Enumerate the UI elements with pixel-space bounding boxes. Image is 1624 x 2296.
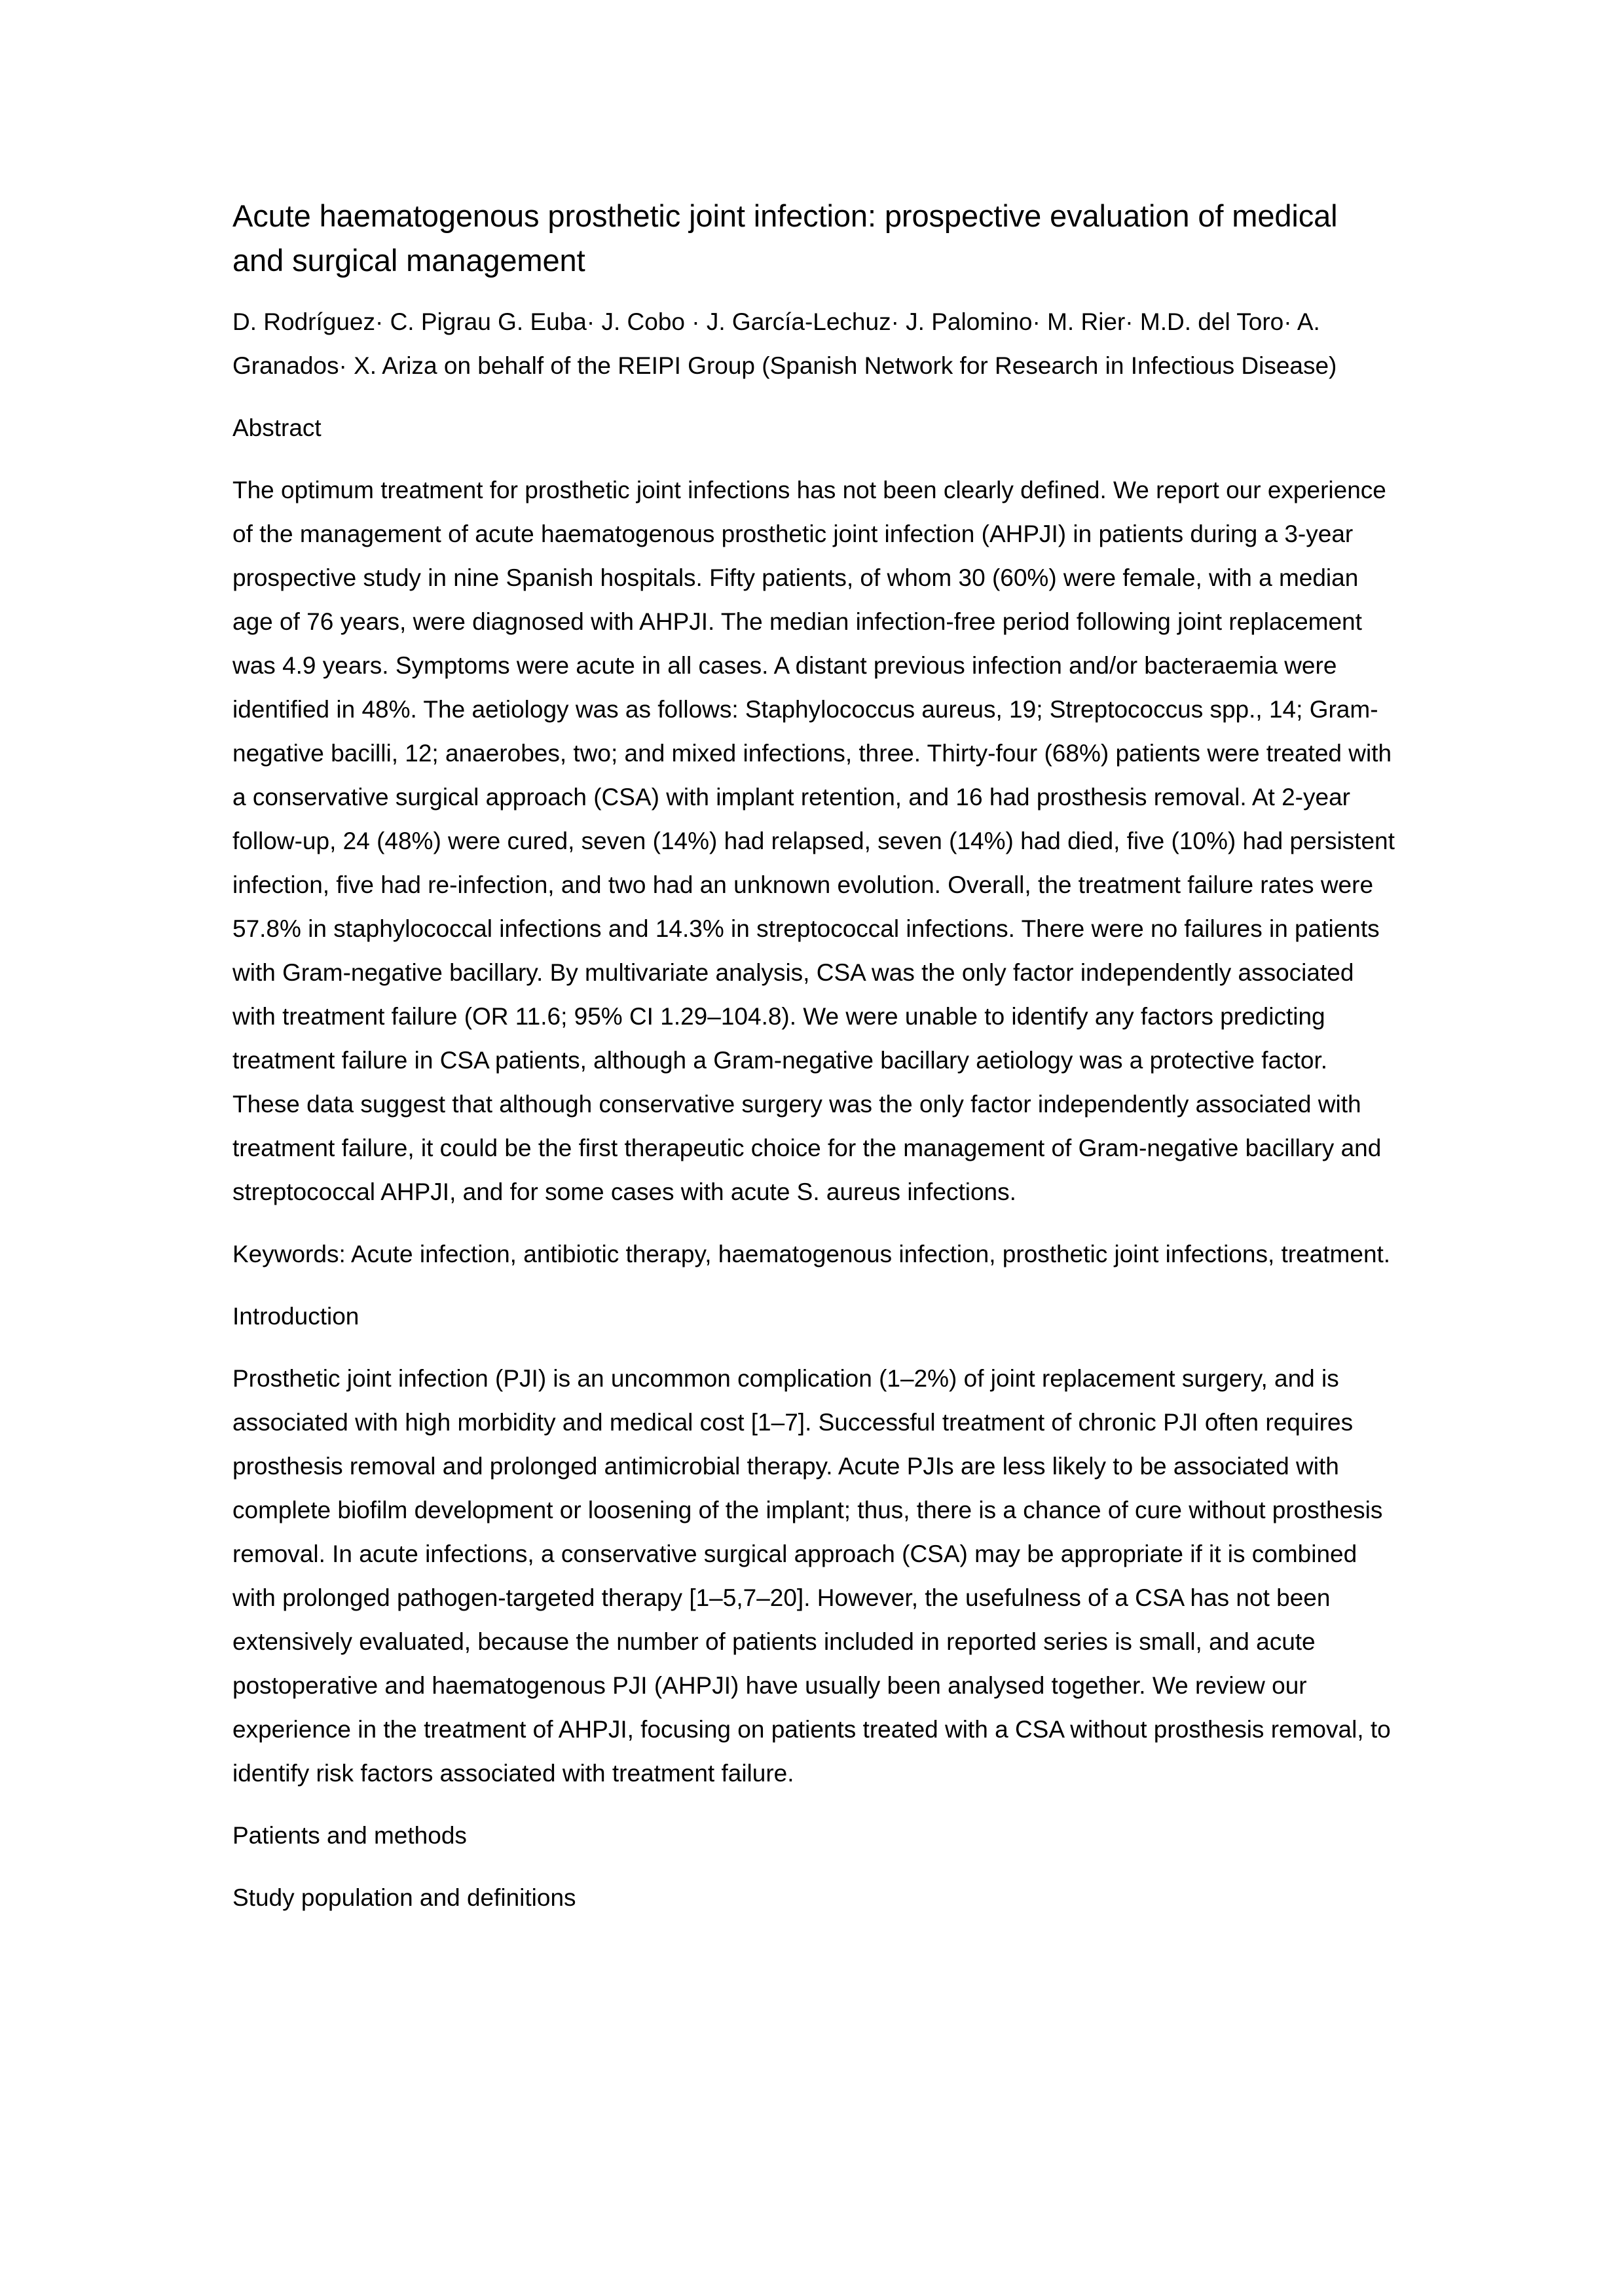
introduction-heading: Introduction bbox=[232, 1303, 360, 1330]
page-title: Acute haematogenous prosthetic joint infection: prospective evaluation of medical and surgical management bbox=[232, 198, 1338, 278]
abstract-heading: Abstract bbox=[232, 414, 322, 441]
document-content bbox=[232, 194, 1395, 1920]
patients-and-methods-heading: Patients and methods bbox=[232, 1822, 467, 1849]
author-list: D. Rodríguez· C. Pigrau G. Euba· J. Cobo · J. García-Lechuz· J. Palomino· M. Rier· M.D. del Toro· A. Granados· X. Ariza on behalf of the REIPI Group (Spanish Network for Research in Infectious Disease) bbox=[232, 308, 1337, 379]
abstract-body: The optimum treatment for prosthetic joint infections has not been clearly defined. We report our experience of the management of acute haematogenous prosthetic joint infection (AHPJI) in patients during a 3-year prospective study in nine Spanish hospitals. Fifty patients, of whom 30 (60%) were female, with a median age of 76 years, were diagnosed with AHPJI. The median infection-free period following joint replacement was 4.9 years. Symptoms were acute in all cases. A distant previous infection and/or bacteraemia were identified in 48%. The aetiology was as follows: Staphylococcus aureus, 19; Streptococcus spp., 14; Gram-negative bacilli, 12; anaerobes, two; and mixed infections, three. Thirty-four (68%) patients were treated with a conservative surgical approach (CSA) with implant retention, and 16 had prosthesis removal. At 2-year follow-up, 24 (48%) were cured, seven (14%) had relapsed, seven (14%) had died, five (10%) had persistent infection, five had re-infection, and two had an unknown evolution. Overall, the treatment failure rates were 57.8% in staphylococcal infections and 14.3% in streptococcal infections. There were no failures in patients with Gram-negative bacillary. By multivariate analysis, CSA was the only factor independently associated with treatment failure (OR 11.6; 95% CI 1.29–104.8). We were unable to identify any factors predicting treatment failure in CSA patients, although a Gram-negative bacillary aetiology was a protective factor. These data suggest that although conservative surgery was the only factor independently associated with treatment failure, it could be the first therapeutic choice for the management of Gram-negative bacillary and streptococcal AHPJI, and for some cases with acute S. aureus infections. bbox=[232, 477, 1395, 1205]
keywords-line: Keywords: Acute infection, antibiotic therapy, haematogenous infection, prosthetic joint infections, treatment. bbox=[232, 1241, 1391, 1267]
introduction-body: Prosthetic joint infection (PJI) is an uncommon complication (1–2%) of joint replacement surgery, and is associated with high morbidity and medical cost [1–7]. Successful treatment of chronic PJI often requires prosthesis removal and prolonged antimicrobial therapy. Acute PJIs are less likely to be associated with complete biofilm development or loosening of the implant; thus, there is a chance of cure without prosthesis removal. In acute infections, a conservative surgical approach (CSA) may be appropriate if it is combined with prolonged pathogen-targeted therapy [1–5,7–20]. However, the usefulness of a CSA has not been extensively evaluated, because the number of patients included in reported series is small, and acute postoperative and haematogenous PJI (AHPJI) have usually been analysed together. We review our experience in the treatment of AHPJI, focusing on patients treated with a CSA without prosthesis removal, to identify risk factors associated with treatment failure. bbox=[232, 1365, 1391, 1787]
study-population-heading: Study population and definitions bbox=[232, 1884, 576, 1911]
